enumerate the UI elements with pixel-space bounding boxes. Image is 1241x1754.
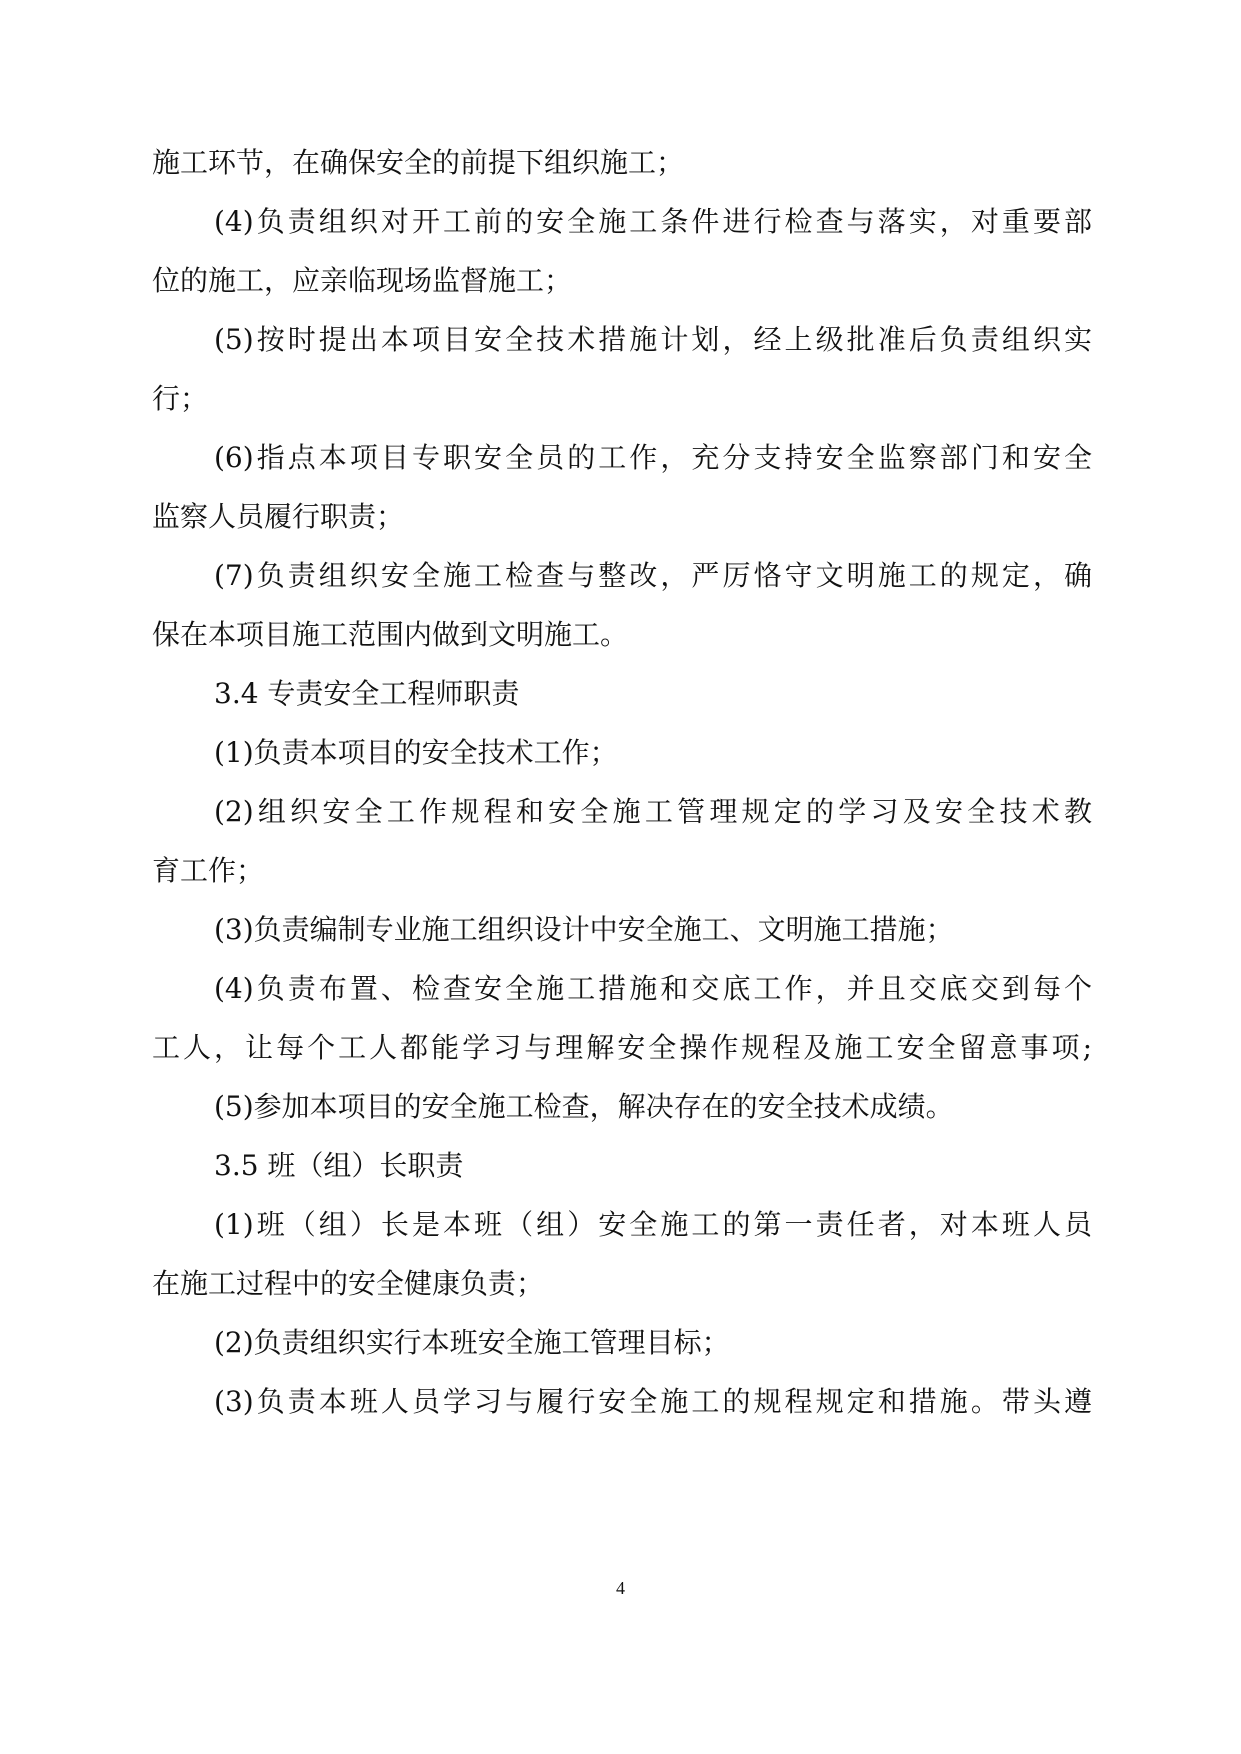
body-line-5: 行；: [152, 382, 209, 415]
body-line-9: 保在本项目施工范围内做到文明施工。: [152, 618, 629, 651]
body-line-15: (4)负责布置、检查安全施工措施和交底工作，并且交底交到每个: [214, 972, 1092, 1005]
section-heading-3-4: 3.4 专责安全工程师职责: [214, 677, 520, 710]
body-line-2: (4)负责组织对开工前的安全施工条件进行检查与落实，对重要部: [214, 205, 1092, 238]
body-line-11: (1)负责本项目的安全技术工作；: [214, 736, 618, 769]
body-line-17: (5)参加本项目的安全施工检查，解决存在的安全技术成绩。: [214, 1090, 954, 1123]
body-line-19: (1)班（组）长是本班（组）安全施工的第一责任者，对本班人员: [214, 1208, 1092, 1241]
body-line-20: 在施工过程中的安全健康负责；: [152, 1267, 545, 1300]
body-line-16: 工人，让每个工人都能学习与理解安全操作规程及施工安全留意事项;: [152, 1031, 1092, 1064]
body-line-4: (5)按时提出本项目安全技术措施计划，经上级批准后负责组织实: [214, 323, 1092, 356]
body-line-1: 施工环节，在确保安全的前提下组织施工；: [152, 146, 685, 179]
body-line-7: 监察人员履行职责；: [152, 500, 405, 533]
page-number: 4: [616, 1578, 625, 1598]
body-line-6: (6)指点本项目专职安全员的工作，充分支持安全监察部门和安全: [214, 441, 1092, 474]
body-line-13: 育工作；: [152, 854, 265, 887]
body-line-22: (3)负责本班人员学习与履行安全施工的规程规定和措施。带头遵: [214, 1385, 1092, 1418]
body-line-21: (2)负责组织实行本班安全施工管理目标；: [214, 1326, 730, 1359]
body-line-3: 位的施工，应亲临现场监督施工；: [152, 264, 573, 297]
section-heading-3-5: 3.5 班（组）长职责: [214, 1149, 464, 1182]
body-line-14: (3)负责编制专业施工组织设计中安全施工、文明施工措施；: [214, 913, 954, 946]
body-line-8: (7)负责组织安全施工检查与整改，严厉恪守文明施工的规定，确: [214, 559, 1092, 592]
body-line-12: (2)组织安全工作规程和安全施工管理规定的学习及安全技术教: [214, 795, 1092, 828]
